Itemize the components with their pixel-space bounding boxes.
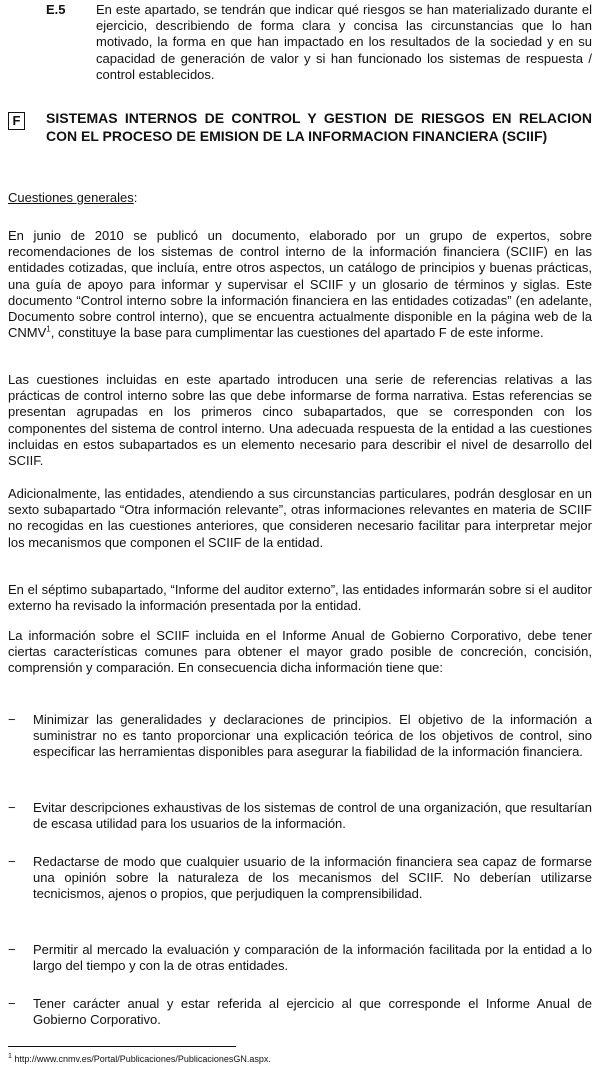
bullet-item-4: Permitir al mercado la evaluación y comparación de la información facilitada por la entidad a lo largo del tiempo y con la de otras entidades. bbox=[33, 942, 592, 974]
subsection-heading-text: Cuestiones generales bbox=[8, 190, 134, 205]
section-f-title: SISTEMAS INTERNOS DE CONTROL Y GESTION DE RIESGOS EN RELACION CON EL PROCESO DE EMISION DE LA INFORMACION FINANCIERA (SCIIF) bbox=[46, 110, 592, 144]
paragraph-2: Las cuestiones incluidas en este apartado introducen una serie de referencias relativas a las prácticas de control interno sobre las que debe informarse de forma narrativa. Estas referencias se presentan agrupadas en los primeros cinco subapartados, que se corresponden con los componentes del sistema de control interno. Una adecuada respuesta de la entidad a las cuestiones incluidas en estos subapartados es un elemento necesario para describir el nivel de desarrollo del SCIIF. bbox=[8, 372, 592, 469]
subsection-heading-colon: : bbox=[133, 190, 138, 205]
footnote-url[interactable]: http://www.cnmv.es/Portal/Publicaciones/PublicacionesGN.aspx. bbox=[14, 1054, 271, 1064]
section-number-e5: E.5 bbox=[46, 2, 66, 17]
paragraph-4: En el séptimo subapartado, “Informe del auditor externo”, las entidades informarán sobre si el auditor externo ha revisado la información presentada por la entidad. bbox=[8, 582, 592, 614]
bullet-dash: − bbox=[8, 800, 16, 815]
bullet-dash: − bbox=[8, 996, 16, 1011]
footnote-number: 1 bbox=[8, 1053, 12, 1060]
bullet-item-1: Minimizar las generalidades y declaraciones de principios. El objetivo de la información a suministrar no es tanto proporcionar una explicación teórica de los objetivos de control, sino especificar las herramientas disponibles para asegurar la fiabilidad de la información financiera. bbox=[33, 712, 592, 760]
paragraph-1-tail: , constituye la base para cumplimentar las cuestiones del apartado F de este informe. bbox=[50, 325, 544, 341]
bullet-item-3: Redactarse de modo que cualquier usuario de la información financiera sea capaz de formarse una opinión sobre la naturaleza de los mecanismos del SCIIF. No deberían utilizarse tecnicismos, ajenos o propios, que perjudiquen la comprensibilidad. bbox=[33, 854, 592, 902]
bullet-dash: − bbox=[8, 854, 16, 869]
bullet-item-2: Evitar descripciones exhaustivas de los sistemas de control de una organización, que resultarían de escasa utilidad para los usuarios de la información. bbox=[33, 800, 592, 832]
paragraph-1-main: En junio de 2010 se publicó un documento, elaborado por un grupo de expertos, sobre recomendaciones de los sistemas de control interno de la información financiera (SCIIF) en las entidades cotizadas, que incluía, entre otros aspectos, un catálogo de principios y buenas prácticas, una guía de apoyo para informar y supervisar el SCIIF y un glosario de términos y siglas. Este documento “Control interno sobre la información financiera en las entidades cotizadas” (en adelante, Documento sobre control interno), que se encuentra actualmente disponible en la página web de la CNMV bbox=[8, 228, 592, 341]
paragraph-1 bbox=[8, 228, 592, 341]
footnote-separator bbox=[8, 1046, 236, 1047]
footnote-reference: 1 bbox=[46, 324, 51, 334]
footnote bbox=[8, 1054, 271, 1064]
paragraph-5: La información sobre el SCIIF incluida en el Informe Anual de Gobierno Corporativo, debe tener ciertas características comunes para obtener el mayor grado posible de concreción, concisión, comprensión y comparación. En consecuencia dicha información tiene que: bbox=[8, 628, 592, 676]
section-e5-text: En este apartado, se tendrán que indicar qué riesgos se han materializado durante el ejercicio, describiendo de forma clara y concisa las circunstancias que lo han motivado, la forma en que han impactado en los resultados de la sociedad y en su capacidad de generación de valor y si han funcionado los sistemas de respuesta / control establecidos. bbox=[96, 2, 592, 82]
bullet-dash: − bbox=[8, 942, 16, 957]
bullet-dash: − bbox=[8, 712, 16, 727]
subsection-heading bbox=[8, 190, 137, 205]
bullet-item-5: Tener carácter anual y estar referida al ejercicio al que corresponde el Informe Anual de Gobierno Corporativo. bbox=[33, 996, 592, 1028]
paragraph-3: Adicionalmente, las entidades, atendiendo a sus circunstancias particulares, podrán desglosar en un sexto subapartado “Otra información relevante”, otras informaciones relevantes en materia de SCIIF no recogidas en las cuestiones anteriores, que consideren necesario facilitar para interpretar mejor los mecanismos que componen el SCIIF de la entidad. bbox=[8, 486, 592, 550]
section-letter-box: F bbox=[8, 112, 25, 130]
